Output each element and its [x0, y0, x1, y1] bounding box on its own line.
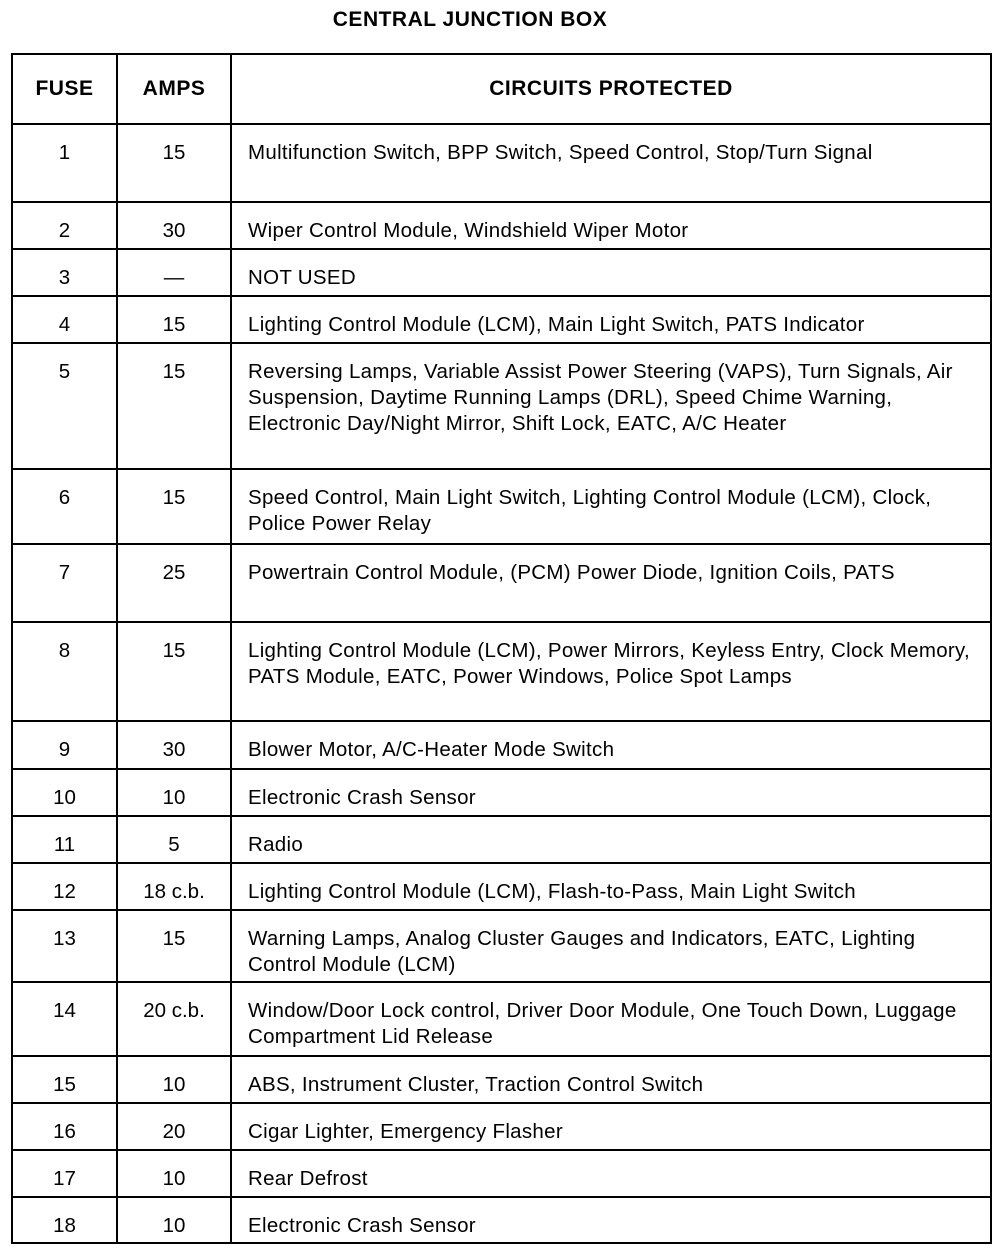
fuse-number-cell: 7 — [12, 544, 117, 622]
fuse-number-cell: 2 — [12, 202, 117, 249]
amps-cell: 30 — [117, 721, 231, 769]
fuse-number-cell: 6 — [12, 469, 117, 544]
amps-cell: 15 — [117, 343, 231, 469]
amps-cell: 15 — [117, 622, 231, 721]
amps-cell: 15 — [117, 469, 231, 544]
fuse-number-cell: 8 — [12, 622, 117, 721]
table-header-row — [12, 54, 991, 124]
fuse-number-cell: 14 — [12, 982, 117, 1056]
amps-cell: — — [117, 249, 231, 296]
amps-cell: 15 — [117, 296, 231, 343]
circuits-cell: Lighting Control Module (LCM), Flash-to-Pass, Main Light Switch — [231, 863, 991, 910]
amps-cell: 20 — [117, 1103, 231, 1150]
amps-cell: 25 — [117, 544, 231, 622]
amps-cell: 18 c.b. — [117, 863, 231, 910]
table-row — [12, 769, 991, 816]
circuits-cell: Rear Defrost — [231, 1150, 991, 1197]
fuse-number-cell: 3 — [12, 249, 117, 296]
table-row — [12, 1197, 991, 1243]
table-row — [12, 544, 991, 622]
fuse-number-cell: 10 — [12, 769, 117, 816]
circuits-cell: Wiper Control Module, Windshield Wiper Motor — [231, 202, 991, 249]
fuse-number-cell: 1 — [12, 124, 117, 202]
fuse-number-cell: 18 — [12, 1197, 117, 1243]
circuits-cell: Warning Lamps, Analog Cluster Gauges and Indicators, EATC, Lighting Control Module (LCM) — [231, 910, 991, 982]
amps-cell: 15 — [117, 124, 231, 202]
column-header-circuits: CIRCUITS PROTECTED — [231, 54, 991, 124]
table-row — [12, 1103, 991, 1150]
table-row — [12, 816, 991, 863]
circuits-cell: Lighting Control Module (LCM), Power Mirrors, Keyless Entry, Clock Memory, PATS Module, EATC, Power Windows, Police Spot Lamps — [231, 622, 991, 721]
table-row — [12, 721, 991, 769]
circuits-cell: Blower Motor, A/C-Heater Mode Switch — [231, 721, 991, 769]
amps-cell: 10 — [117, 1150, 231, 1197]
amps-cell: 15 — [117, 910, 231, 982]
fuse-number-cell: 9 — [12, 721, 117, 769]
amps-cell: 10 — [117, 1197, 231, 1243]
amps-cell: 20 c.b. — [117, 982, 231, 1056]
column-header-amps: AMPS — [117, 54, 231, 124]
circuits-cell: Window/Door Lock control, Driver Door Module, One Touch Down, Luggage Compartment Lid Release — [231, 982, 991, 1056]
circuits-cell: Electronic Crash Sensor — [231, 769, 991, 816]
table-row — [12, 910, 991, 982]
fuse-number-cell: 4 — [12, 296, 117, 343]
circuits-cell: Radio — [231, 816, 991, 863]
circuits-cell: Speed Control, Main Light Switch, Lighting Control Module (LCM), Clock, Police Power Relay — [231, 469, 991, 544]
fuse-number-cell: 16 — [12, 1103, 117, 1150]
fuse-number-cell: 15 — [12, 1056, 117, 1103]
fuse-number-cell: 5 — [12, 343, 117, 469]
amps-cell: 10 — [117, 1056, 231, 1103]
table-row — [12, 124, 991, 202]
circuits-cell: Multifunction Switch, BPP Switch, Speed Control, Stop/Turn Signal — [231, 124, 991, 202]
table-row — [12, 249, 991, 296]
table-row — [12, 469, 991, 544]
fuse-number-cell: 11 — [12, 816, 117, 863]
table-row — [12, 863, 991, 910]
circuits-cell: NOT USED — [231, 249, 991, 296]
circuits-cell: Reversing Lamps, Variable Assist Power Steering (VAPS), Turn Signals, Air Suspension, Daytime Running Lamps (DRL), Speed Chime Warning, Electronic Day/Night Mirror, Shift Lock, EATC, A/C Heater — [231, 343, 991, 469]
fuse-table — [11, 53, 992, 1244]
amps-cell: 5 — [117, 816, 231, 863]
page-title: CENTRAL JUNCTION BOX — [332, 8, 608, 31]
table-row — [12, 343, 991, 469]
amps-cell: 30 — [117, 202, 231, 249]
fuse-number-cell: 12 — [12, 863, 117, 910]
circuits-cell: Electronic Crash Sensor — [231, 1197, 991, 1243]
table-row — [12, 296, 991, 343]
fuse-number-cell: 17 — [12, 1150, 117, 1197]
circuits-cell: Powertrain Control Module, (PCM) Power Diode, Ignition Coils, PATS — [231, 544, 991, 622]
fuse-number-cell: 13 — [12, 910, 117, 982]
table-row — [12, 1150, 991, 1197]
amps-cell: 10 — [117, 769, 231, 816]
table-row — [12, 202, 991, 249]
circuits-cell: ABS, Instrument Cluster, Traction Control Switch — [231, 1056, 991, 1103]
table-row — [12, 1056, 991, 1103]
table-row — [12, 982, 991, 1056]
circuits-cell: Lighting Control Module (LCM), Main Light Switch, PATS Indicator — [231, 296, 991, 343]
column-header-fuse: FUSE — [12, 54, 117, 124]
table-row — [12, 622, 991, 721]
circuits-cell: Cigar Lighter, Emergency Flasher — [231, 1103, 991, 1150]
